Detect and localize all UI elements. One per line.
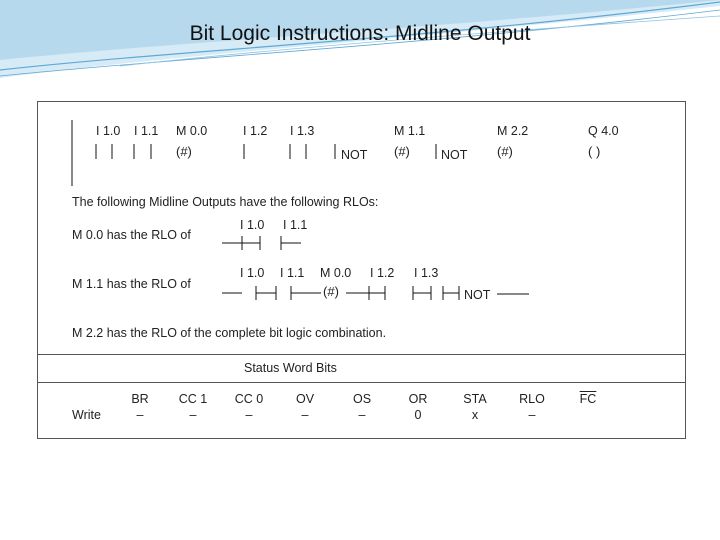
intro-text: The following Midline Outputs have the following RLOs: (72, 195, 379, 209)
status-heading: Status Word Bits (244, 361, 337, 375)
contact-label: M 0.0 (176, 124, 208, 138)
m11-rlo-text: M 1.1 has the RLO of (72, 277, 191, 291)
status-bit-name: BR (131, 392, 149, 406)
m00-rlo-text: M 0.0 has the RLO of (72, 228, 191, 242)
status-bit-name: CC 0 (234, 392, 264, 406)
contact-label: Q 4.0 (588, 124, 619, 138)
status-bit-value: x (471, 408, 479, 422)
contact-label: I 1.3 (290, 124, 315, 138)
status-bit-name: OV (295, 392, 315, 406)
page-title: Bit Logic Instructions: Midline Output (189, 22, 531, 45)
status-bit-name: STA (463, 392, 487, 406)
midline-output-symbol: (#) (323, 284, 339, 299)
status-bit-value: – (245, 408, 253, 422)
write-row-label: Write (72, 408, 101, 422)
divider (38, 354, 685, 355)
status-bit-name: OR (408, 392, 428, 406)
midline-output-symbol: (#) (394, 144, 410, 159)
contact-label: I 1.1 (280, 266, 305, 280)
instruction-panel (37, 101, 686, 439)
contact-label: M 0.0 (320, 266, 352, 280)
not-label: NOT (464, 288, 491, 302)
divider (38, 382, 685, 383)
contact-label: I 1.2 (370, 266, 395, 280)
contact-label: I 1.1 (283, 218, 308, 232)
status-bit-value: – (136, 408, 144, 422)
contact-label: M 1.1 (394, 124, 426, 138)
status-bit-name: $\overline{FC}$ (579, 392, 597, 406)
status-bit-value: – (189, 408, 197, 422)
contact-label: I 1.0 (240, 266, 265, 280)
not-label: NOT (441, 148, 468, 162)
hash-symbol: # (327, 284, 335, 299)
status-bit-value: 0 (414, 408, 422, 422)
contact-label: I 1.1 (134, 124, 159, 138)
status-bit-value: – (528, 408, 536, 422)
status-bit-name: RLO (519, 392, 545, 406)
midline-output-symbol: (#) (497, 144, 513, 159)
status-bit-value: – (301, 408, 309, 422)
contact-label: I 1.0 (96, 124, 121, 138)
contact-label: M 2.2 (497, 124, 529, 138)
output-coil-symbol: ( ) (588, 144, 601, 159)
status-bit-value: – (358, 408, 366, 422)
status-bit-name: OS (352, 392, 372, 406)
contact-label: I 1.3 (414, 266, 439, 280)
status-bit-name: CC 1 (178, 392, 208, 406)
not-label: NOT (341, 148, 368, 162)
m22-rlo-text: M 2.2 has the RLO of the complete bit logic combination. (72, 326, 387, 340)
contact-label: I 1.0 (240, 218, 265, 232)
midline-output-symbol: (#) (176, 144, 192, 159)
contact-label: I 1.2 (243, 124, 268, 138)
